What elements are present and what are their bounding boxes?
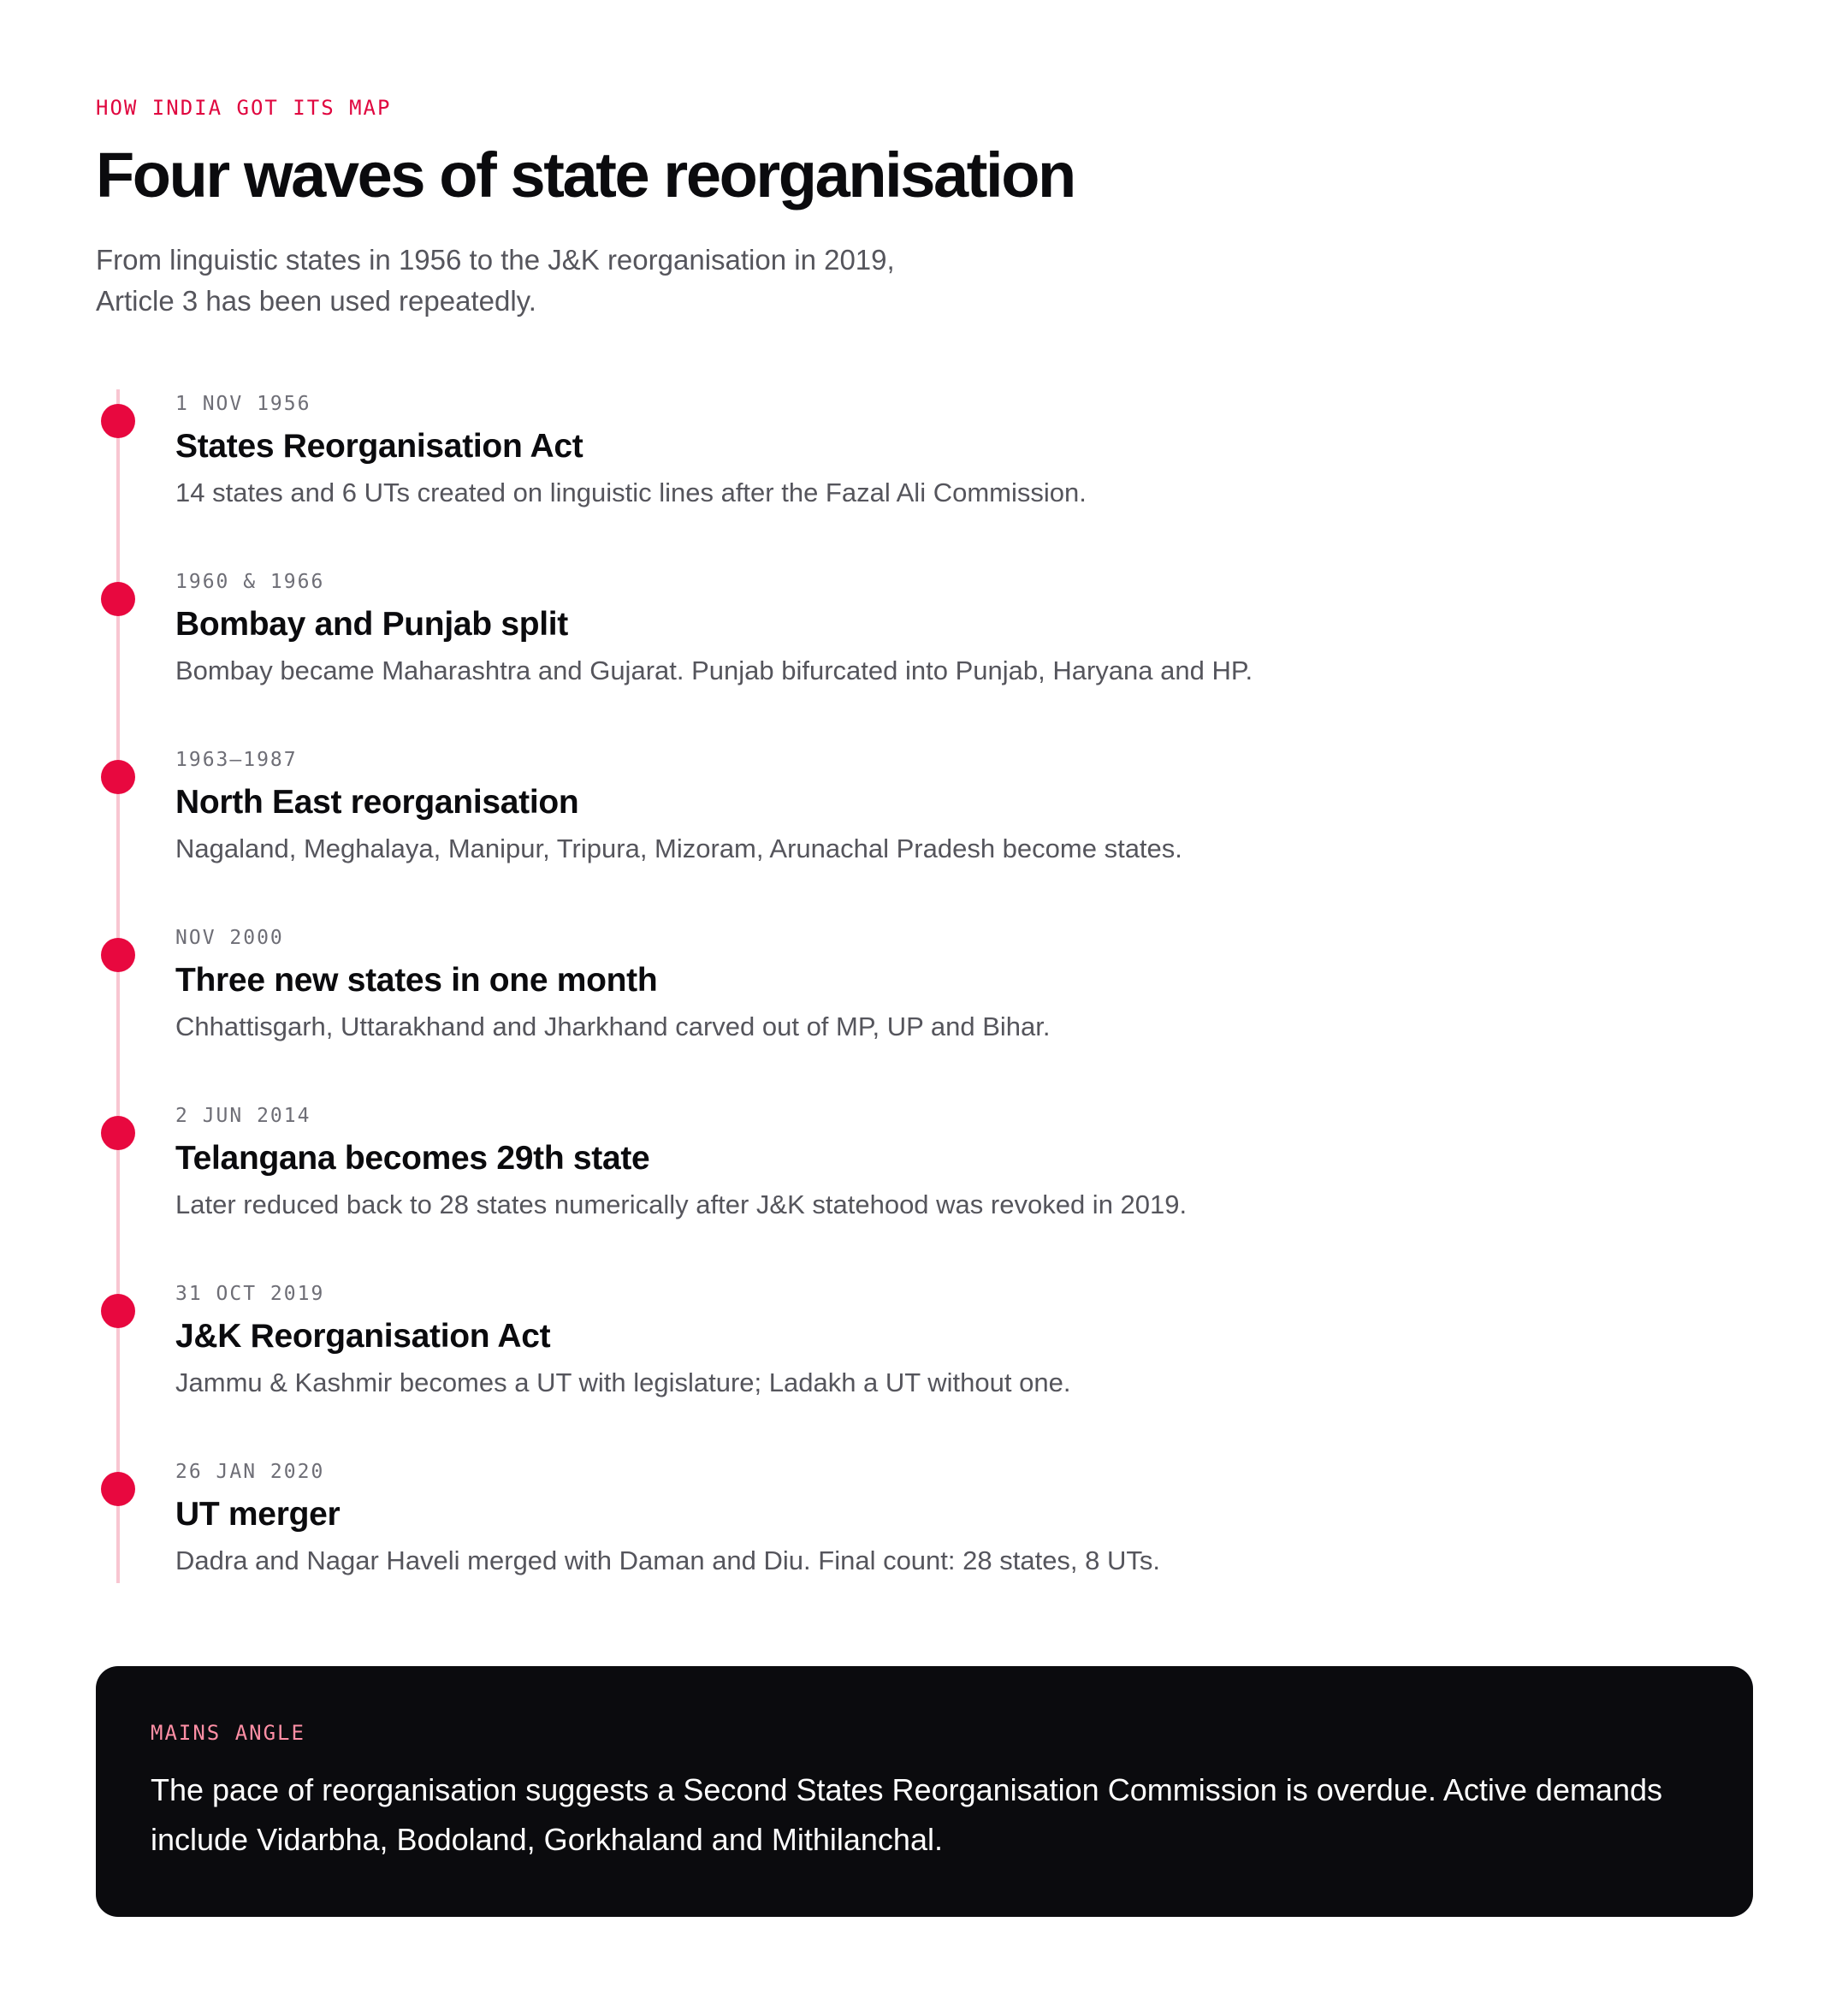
event-title: North East reorganisation xyxy=(175,784,579,821)
timeline-event xyxy=(96,1457,1721,1628)
timeline-event xyxy=(96,1101,1721,1272)
event-date: 1 NOV 1956 xyxy=(175,393,311,415)
timeline-event xyxy=(96,1279,1721,1450)
callout-label: MAINS ANGLE xyxy=(151,1721,305,1745)
timeline-event xyxy=(96,567,1721,739)
eyebrow-label: HOW INDIA GOT ITS MAP xyxy=(96,96,392,120)
event-date: 31 OCT 2019 xyxy=(175,1283,325,1305)
subtitle-line: Article 3 has been used repeatedly. xyxy=(96,285,536,317)
callout-text: The pace of reorganisation suggests a Second States Reorganisation Commission is overdue. Active demands include Vidarbha, Bodoland, Gorkhaland and Mithilanchal. xyxy=(151,1772,1662,1857)
page-title: Four waves of state reorganisation xyxy=(96,139,1075,211)
timeline-event xyxy=(96,745,1721,917)
event-title: States Reorganisation Act xyxy=(175,428,583,465)
subtitle-line: From linguistic states in 1956 to the J&K reorganisation in 2019, xyxy=(96,244,895,276)
event-description: Chhattisgarh, Uttarakhand and Jharkhand carved out of MP, UP and Bihar. xyxy=(175,1011,1051,1041)
event-date: 1963–1987 xyxy=(175,749,298,771)
event-description: Jammu & Kashmir becomes a UT with legislature; Ladakh a UT without one. xyxy=(175,1367,1071,1397)
event-title: J&K Reorganisation Act xyxy=(175,1318,551,1355)
event-description: Nagaland, Meghalaya, Manipur, Tripura, Mizoram, Arunachal Pradesh become states. xyxy=(175,833,1182,863)
timeline-dot xyxy=(101,1294,135,1328)
timeline-dot xyxy=(101,938,135,972)
event-description: 14 states and 6 UTs created on linguistic lines after the Fazal Ali Commission. xyxy=(175,478,1087,507)
event-title: Bombay and Punjab split xyxy=(175,606,568,643)
event-date: 2 JUN 2014 xyxy=(175,1105,311,1127)
timeline-dot xyxy=(101,404,135,438)
event-date: 26 JAN 2020 xyxy=(175,1461,325,1483)
mains-angle-callout xyxy=(96,1666,1753,1917)
timeline xyxy=(96,389,1721,1583)
timeline-dot xyxy=(101,760,135,794)
event-title: Three new states in one month xyxy=(175,962,658,999)
event-description: Dadra and Nagar Haveli merged with Daman and Diu. Final count: 28 states, 8 UTs. xyxy=(175,1545,1161,1575)
event-description: Later reduced back to 28 states numerically after J&K statehood was revoked in 2019. xyxy=(175,1189,1188,1219)
timeline-dot xyxy=(101,1472,135,1506)
event-title: Telangana becomes 29th state xyxy=(175,1140,650,1177)
timeline-event xyxy=(96,923,1721,1094)
timeline-dot xyxy=(101,582,135,616)
event-date: NOV 2000 xyxy=(175,927,284,949)
event-title: UT merger xyxy=(175,1496,341,1533)
event-description: Bombay became Maharashtra and Gujarat. Punjab bifurcated into Punjab, Haryana and HP. xyxy=(175,656,1253,685)
event-date: 1960 & 1966 xyxy=(175,571,325,593)
page-subtitle xyxy=(96,240,1037,322)
timeline-event xyxy=(96,389,1721,561)
timeline-dot xyxy=(101,1116,135,1150)
